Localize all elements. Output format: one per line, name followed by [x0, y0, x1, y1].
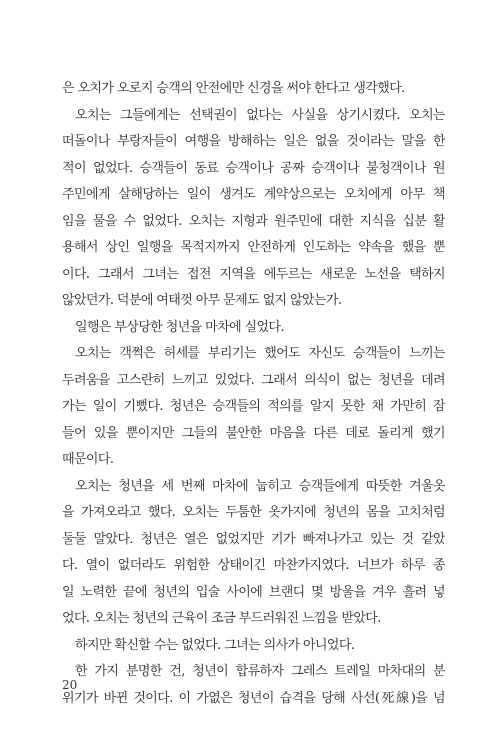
text-line: 오치는 그들에게는 선택권이 없다는 사실을 상기시켰다. 오치는: [75, 107, 445, 123]
text-line: 오치는 객쩍은 허세를 부리기는 했어도 자신도 승객들이 느끼는: [75, 346, 445, 361]
text-line: 임을 물을 수 없었다. 오치는 지형과 원주민에 대한 지식을 십분 활: [62, 213, 445, 229]
text-line: 떠돌이나 부랑자들이 여행을 방해하는 일은 없을 것이라는 말을 한: [62, 134, 445, 149]
text-line: 오치는 청년을 세 번째 마차에 눕히고 승객들에게 따뜻한 겨울옷: [75, 478, 445, 494]
text-line: 은 오치가 오로지 승객의 안전에만 신경을 써야 한다고 생각했다.: [62, 81, 405, 96]
text-line: 가는 일이 기뻤다. 청년은 승객들의 적의를 알지 못한 채 가만히 잠: [62, 399, 445, 414]
text-line: 이다. 그래서 그녀는 접전 지역을 에두르는 새로운 노선을 택하지: [62, 266, 445, 282]
text-line: 위기가 바뀐 것이다. 이 가엾은 청년이 습격을 당해 사선(死線)을 넘: [62, 690, 445, 706]
text-line: 용해서 상인 일행을 목적지까지 안전하게 인도하는 약속을 했을 뿐: [62, 240, 445, 255]
text-line: 두려움을 고스란히 느끼고 있었다. 그래서 의식이 없는 청년을 데려: [62, 372, 445, 388]
page-number: 20: [62, 678, 78, 692]
text-line: 않았던가. 덕분에 여태껏 아무 문제도 없지 않았는가.: [62, 293, 342, 308]
text-line: 일행은 부상당한 청년을 마차에 실었다.: [75, 319, 284, 335]
text-line: 적이 없었다. 승객들이 동료 승객이나 공짜 승객이나 불청객이나 원: [62, 160, 445, 176]
text-line: 한 가지 분명한 건, 청년이 합류하자 그레스 트레일 마차대의 분: [75, 664, 445, 679]
text-line: 었다. 오치는 청년의 근육이 조금 부드러워진 느낌을 받았다.: [62, 611, 381, 626]
text-line: 다. 열이 없더라도 위험한 상태이긴 마찬가지였다. 너브가 하루 종: [62, 558, 445, 573]
text-line: 들어 있을 뿐이지만 그들의 불안한 마음을 다른 데로 돌리게 했기: [62, 425, 445, 441]
text-line: 을 가져오라고 했다. 오치는 두툼한 옷가지에 청년의 몸을 고치처럼: [62, 505, 445, 520]
body-text: [62, 76, 445, 712]
text-line: 둘둘 말았다. 청년은 열은 없었지만 기가 빠져나가고 있는 것 같았: [62, 531, 445, 547]
text-line: 일 노력한 끝에 청년의 입술 사이에 브랜디 몇 방울을 겨우 흘려 넣: [62, 584, 445, 600]
text-line: 주민에게 살해당하는 일이 생겨도 계약상으로는 오치에게 아무 책: [62, 187, 445, 202]
text-line: 하지만 확신할 수는 없었다. 그녀는 의사가 아니었다.: [75, 637, 355, 653]
text-line: 때문이다.: [62, 452, 114, 467]
